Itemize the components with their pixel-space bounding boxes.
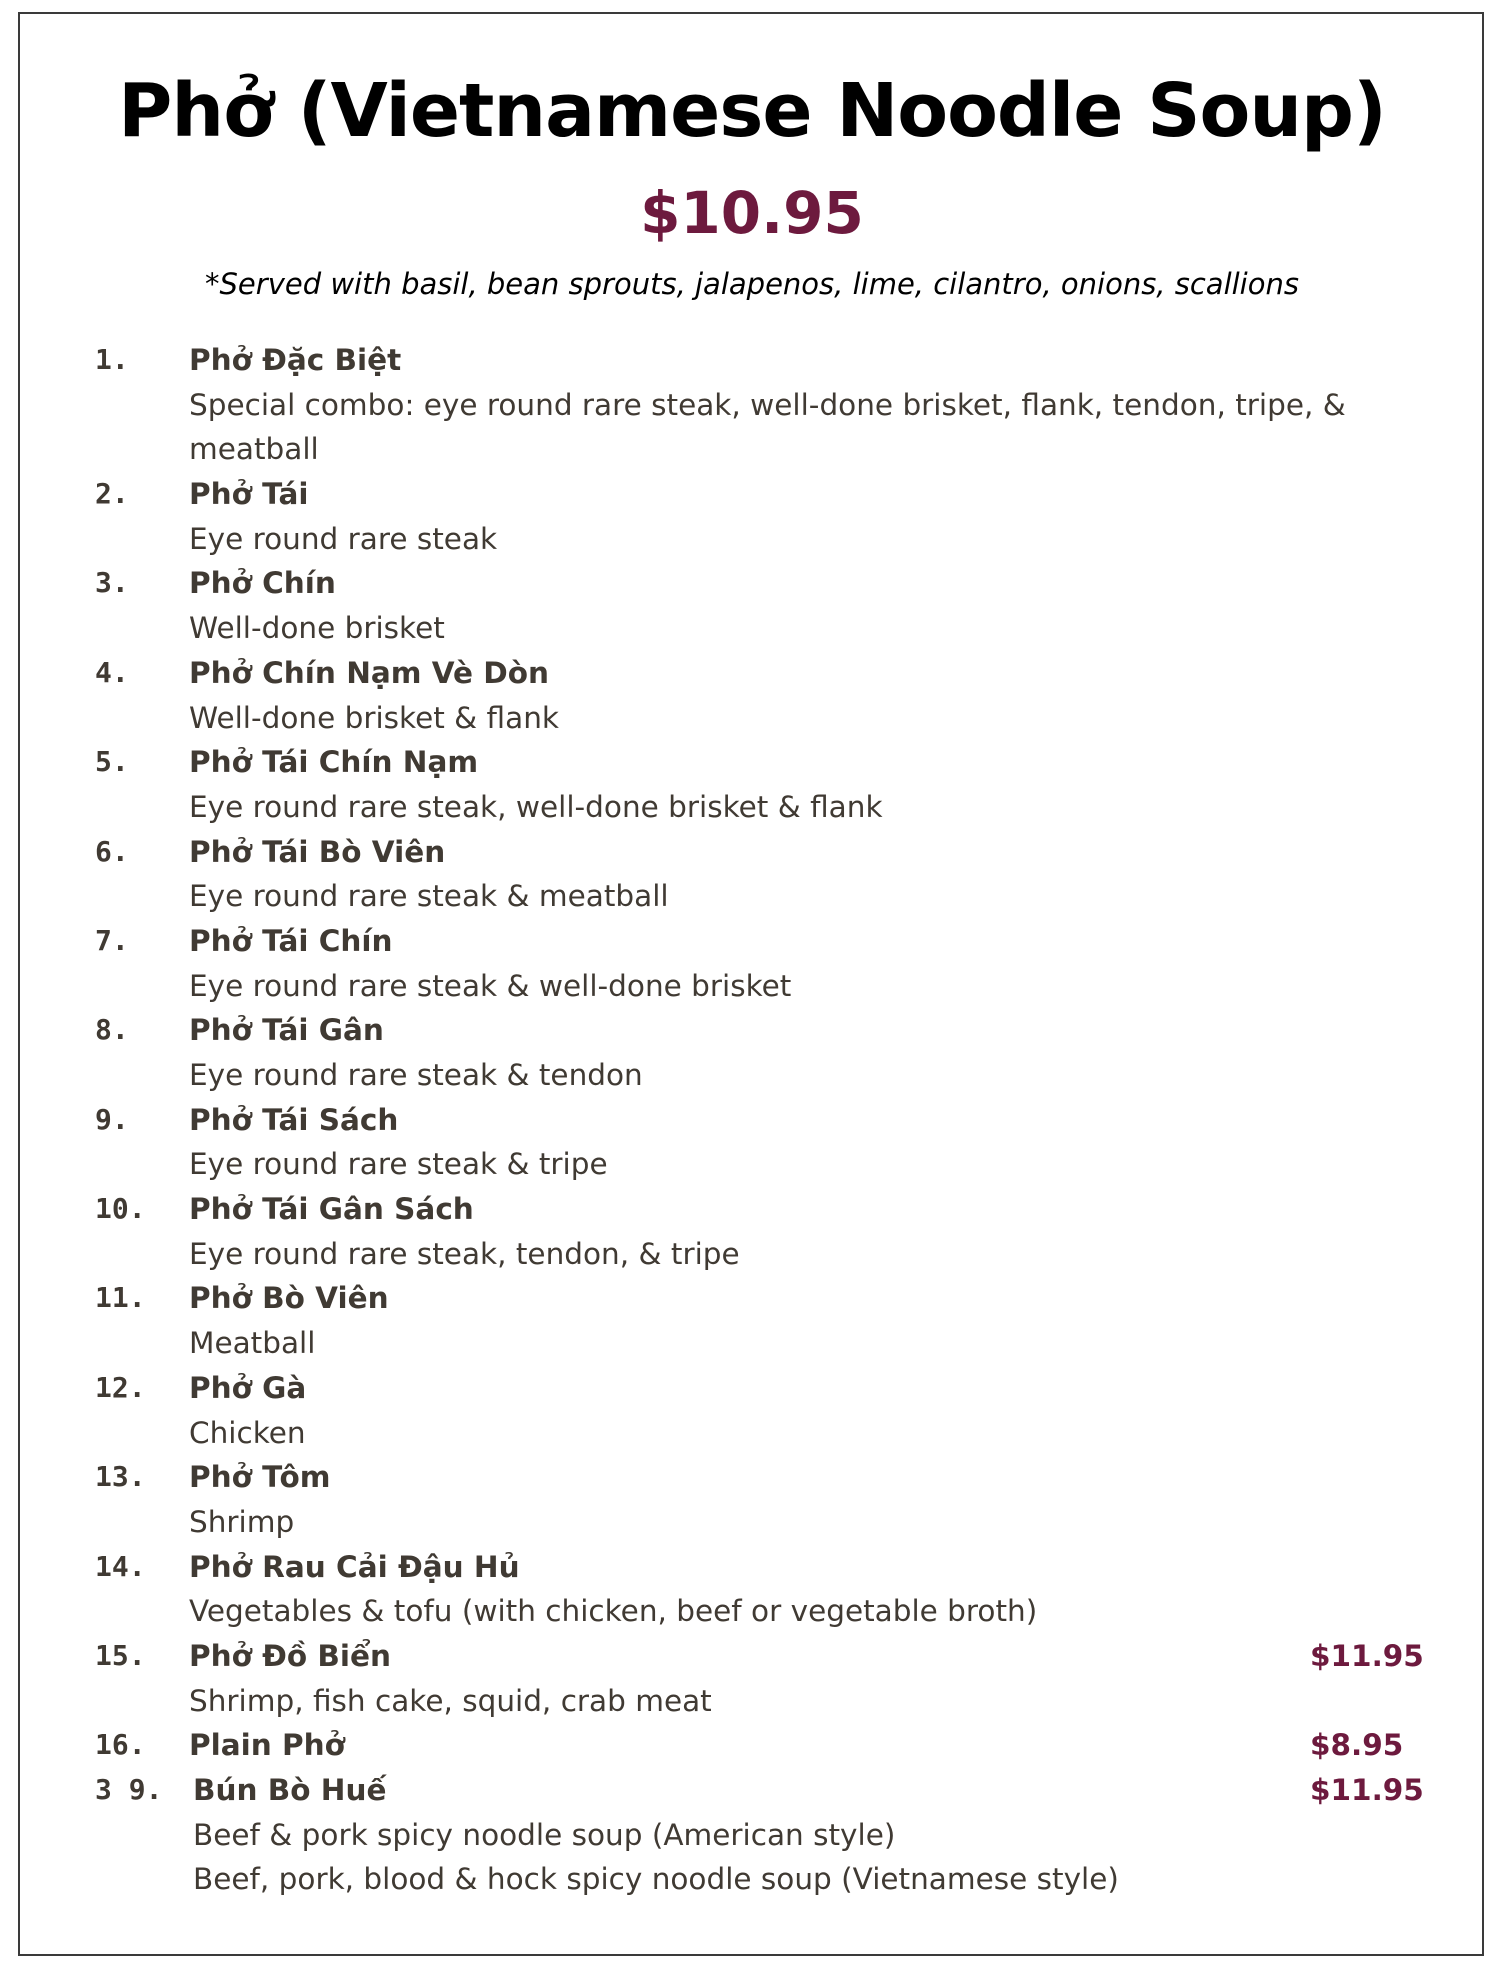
item-description: Shrimp <box>189 1504 295 1539</box>
item-description: Well-done brisket <box>189 611 445 646</box>
item-name: Phở Tái Gân Sách <box>189 1192 474 1227</box>
item-description: Beef, pork, blood & hock spicy noodle soup (Vietnamese style) <box>193 1862 1119 1897</box>
item-name: Phở Chín Nạm Vè Dòn <box>189 655 550 690</box>
item-description-line <box>0 1679 1504 1724</box>
item-number: 9. <box>95 1102 129 1136</box>
menu-item <box>0 338 1504 383</box>
item-number: 15. <box>95 1638 146 1672</box>
served-with-note: *Served with basil, bean sprouts, jalapenos, lime, cilantro, onions, scallions <box>205 267 1299 301</box>
item-name: Phở Tái Sách <box>189 1102 399 1137</box>
menu-item <box>0 1098 1504 1143</box>
item-name: Phở Đặc Biệt <box>189 343 402 377</box>
menu-item <box>0 1768 1504 1813</box>
item-name: Phở Tái Gân <box>189 1013 384 1048</box>
item-description-line <box>0 1589 1504 1634</box>
item-price: $8.95 <box>1310 1728 1404 1763</box>
item-number: 12. <box>95 1370 146 1404</box>
menu-title: Phở (Vietnamese Noodle Soup) <box>118 68 1386 154</box>
item-number: 10. <box>95 1192 146 1226</box>
item-number: 3 9. <box>95 1773 163 1806</box>
item-name: Plain Phở <box>189 1728 345 1763</box>
item-description: Well-done brisket & flank <box>189 700 559 735</box>
menu-item <box>0 1366 1504 1411</box>
item-description: Shrimp, fish cake, squid, crab meat <box>189 1683 712 1718</box>
item-description-line <box>0 1813 1504 1858</box>
item-name: Phở Tôm <box>189 1460 331 1495</box>
item-description: Vegetables & tofu (with chicken, beef or vegetable broth) <box>189 1594 1038 1629</box>
item-number: 13. <box>95 1460 146 1494</box>
item-number: 16. <box>95 1728 146 1762</box>
item-name: Phở Gà <box>189 1370 307 1405</box>
item-number: 2. <box>95 477 129 511</box>
item-number: 4. <box>95 655 129 689</box>
item-number: 7. <box>95 923 129 957</box>
item-description-line <box>0 606 1504 651</box>
item-description: Eye round rare steak, tendon, & tripe <box>189 1236 740 1271</box>
menu-item <box>0 1276 1504 1321</box>
item-description-line <box>0 1411 1504 1456</box>
item-name: Phở Tái <box>189 477 309 512</box>
menu-item <box>0 740 1504 785</box>
menu-item <box>0 1545 1504 1590</box>
item-description: Eye round rare steak, well-done brisket & flank <box>189 789 883 824</box>
item-price: $11.95 <box>1310 1773 1424 1807</box>
menu-item <box>0 1634 1504 1679</box>
item-name: Phở Tái Bò Viên <box>189 834 446 869</box>
item-name: Bún Bò Huế <box>193 1773 387 1807</box>
item-number: 1. <box>95 343 129 376</box>
item-description: meatball <box>189 432 319 467</box>
item-name: Phở Rau Cải Đậu Hủ <box>189 1549 520 1584</box>
item-description-line <box>0 383 1504 428</box>
menu-item <box>0 830 1504 875</box>
item-name: Phở Đồ Biển <box>189 1638 392 1673</box>
item-name: Phở Tái Chín <box>189 923 393 958</box>
item-description-line <box>0 1232 1504 1277</box>
item-description: Eye round rare steak <box>189 521 498 556</box>
item-name: Phở Tái Chín Nạm <box>189 745 479 780</box>
item-price: $11.95 <box>1310 1638 1424 1673</box>
item-description: Eye round rare steak & well-done brisket <box>189 968 792 1003</box>
item-name: Phở Bò Viên <box>189 1281 389 1316</box>
item-description-line <box>0 427 1504 472</box>
item-name: Phở Chín <box>189 566 336 601</box>
item-description-line <box>0 1053 1504 1098</box>
item-description: Meatball <box>189 1326 316 1361</box>
menu-item <box>0 1008 1504 1053</box>
menu-list <box>0 338 1504 1902</box>
item-description: Eye round rare steak & tendon <box>189 1058 643 1092</box>
menu-item <box>0 919 1504 964</box>
item-description-line <box>0 1500 1504 1545</box>
item-description: Eye round rare steak & tripe <box>189 1147 608 1182</box>
item-description-line <box>0 696 1504 741</box>
item-number: 11. <box>95 1281 146 1315</box>
item-number: 6. <box>95 834 129 868</box>
item-description: Special combo: eye round rare steak, well-done brisket, flank, tendon, tripe, & <box>189 387 1346 422</box>
item-description-line <box>0 1321 1504 1366</box>
menu-item <box>0 1455 1504 1500</box>
item-description-line <box>0 964 1504 1009</box>
item-number: 14. <box>95 1549 146 1583</box>
menu-item <box>0 1187 1504 1232</box>
menu-item <box>0 472 1504 517</box>
item-description: Eye round rare steak & meatball <box>189 879 669 914</box>
base-price: $10.95 <box>640 179 864 247</box>
menu-item <box>0 651 1504 696</box>
item-number: 8. <box>95 1013 129 1047</box>
item-description-line <box>0 874 1504 919</box>
item-number: 5. <box>95 745 129 779</box>
item-description-line <box>0 1142 1504 1187</box>
item-description: Chicken <box>189 1415 306 1450</box>
menu-item <box>0 561 1504 606</box>
item-description-line <box>0 517 1504 562</box>
menu-item <box>0 1723 1504 1768</box>
item-description-line <box>0 1857 1504 1902</box>
item-description-line <box>0 785 1504 830</box>
item-number: 3. <box>95 566 129 600</box>
item-description: Beef & pork spicy noodle soup (American style) <box>193 1817 896 1852</box>
